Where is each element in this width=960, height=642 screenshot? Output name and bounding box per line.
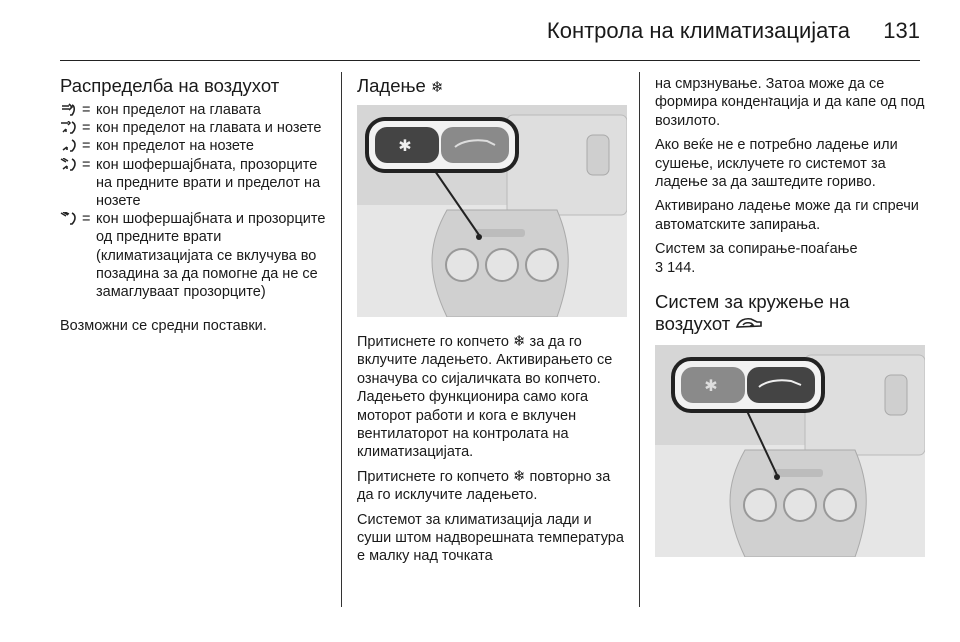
cooling-heading: Ладење ❄ [357, 75, 444, 96]
head-airflow-icon [60, 101, 82, 119]
page-title: Контрола на климатизацијата [546, 18, 850, 43]
column-cooling [357, 75, 627, 566]
page-header [60, 14, 920, 50]
list-item: = кон пределот на главата [60, 101, 330, 119]
intermediate-settings-note: Возможни се средни поставки. [60, 318, 267, 335]
snowflake-icon: ❄ [430, 79, 444, 96]
column-divider-1 [341, 72, 342, 607]
list-item: = кон пределот на нозете [60, 137, 330, 155]
header-divider [60, 60, 920, 61]
column-recirculation [655, 75, 925, 557]
cooling-paragraph-5: Активирано ладење може да ги спречи автоматските запирања. [655, 198, 919, 233]
cooling-paragraph-1: Притиснете го копчето ❄ за да го вклучите ладењето. Активирањето се означува со сијаличката во копчето. Ладењето функционира само кога моторот работи и кога е вклучен вентилаторот на контролата на климатизацијата. [357, 333, 613, 461]
air-distribution-list [60, 101, 330, 301]
windscreen-airflow-icon [60, 210, 82, 301]
stop-start-reference: Систем за сопирање-поаѓање 3 144. [655, 241, 858, 276]
list-item: = кон пределот на главата и нозете [60, 119, 330, 137]
recirculation-icon [735, 315, 763, 337]
windscreen-feet-airflow-icon [60, 156, 82, 211]
air-distribution-heading: Распределба на воздухот [60, 75, 280, 96]
svg-text:✱: ✱ [704, 376, 718, 396]
page-number: 131 [883, 18, 920, 43]
column-divider-2 [639, 72, 640, 607]
snowflake-icon: ❄ [512, 333, 526, 350]
cooling-paragraph-continued: на смрзнување. Затоа може да се формира конденזација и да капе од под возилото. [655, 76, 925, 129]
list-item: = кон шофершајбната и прозорците од предните врати (климатизацијата се вклучува во позадина за да помогне да не се замаглуваат прозорците) [60, 210, 330, 301]
recirculation-heading: Систем за кружење на воздухот [655, 291, 925, 337]
cooling-paragraph-4: Ако веќе не е потребно ладење или сушење, исклучете го системот за ладење за да заштедите гориво. [655, 137, 898, 191]
cooling-paragraph-2: Притиснете го копчето ❄ повторно за да го исклучите ладењето. [357, 467, 611, 504]
head-feet-airflow-icon [60, 119, 82, 137]
list-item: = кон шофершајбната, прозорците на предните врати и пределот на нозете [60, 156, 330, 211]
snowflake-icon: ❄ [512, 467, 526, 485]
page-reference-icon: 3 [655, 259, 664, 276]
page-reference-link[interactable]: 144. [667, 259, 696, 276]
column-air-distribution [60, 75, 330, 336]
cooling-button-photo [357, 105, 627, 317]
cooling-paragraph-3: Системот за климатизација лади и суши штом надворешната температура е малку над точката [357, 511, 624, 565]
svg-text:✱: ✱ [398, 136, 412, 155]
feet-airflow-icon [60, 137, 82, 155]
recirculation-button-photo [655, 345, 925, 557]
